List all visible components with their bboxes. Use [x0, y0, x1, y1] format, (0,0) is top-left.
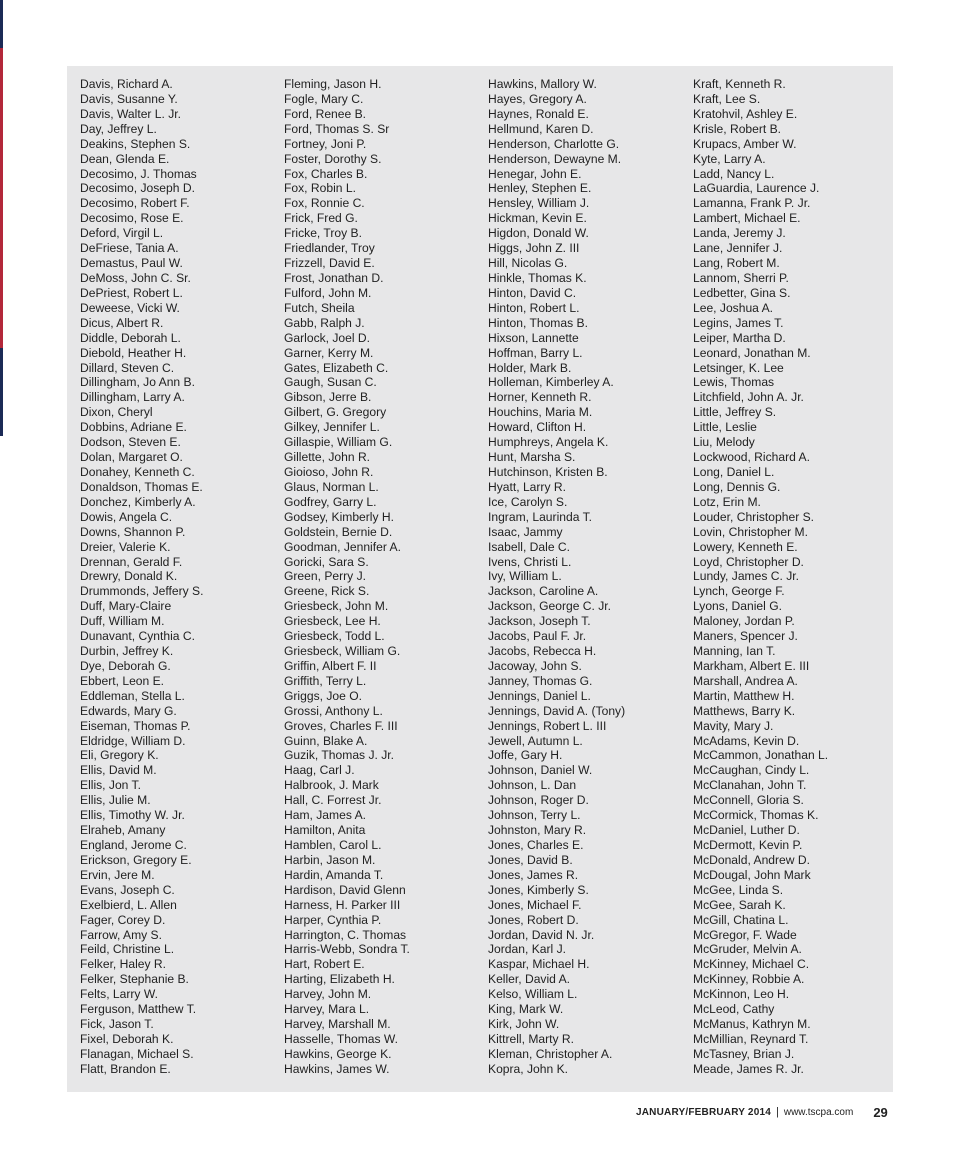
member-name: Deweese, Vicki W.: [80, 300, 180, 315]
member-name: Ingram, Laurinda T.: [488, 509, 592, 524]
member-name: Edwards, Mary G.: [80, 703, 177, 718]
member-name: Diddle, Deborah L.: [80, 330, 181, 345]
member-name: Lambert, Michael E.: [693, 211, 801, 226]
member-name: McGee, Linda S.: [693, 882, 784, 897]
member-name: Lockwood, Richard A.: [693, 450, 810, 465]
member-name: McGill, Chatina L.: [693, 912, 789, 927]
member-name: Fox, Charles B.: [284, 166, 368, 181]
member-name: Glaus, Norman L.: [284, 479, 379, 494]
member-name: Louder, Christopher S.: [693, 509, 815, 524]
member-name: Harper, Cynthia P.: [284, 912, 382, 927]
member-name: King, Mark W.: [488, 1002, 564, 1017]
member-name: Ebbert, Leon E.: [80, 673, 165, 688]
member-name: Frost, Jonathan D.: [284, 270, 384, 285]
member-name: Green, Perry J.: [284, 569, 366, 584]
member-name: Fixel, Deborah K.: [80, 1032, 174, 1046]
member-name: Harrington, C. Thomas: [284, 927, 407, 942]
member-name: Johnson, Terry L.: [488, 808, 581, 823]
member-name: Henegar, John E.: [488, 166, 582, 181]
member-name: Harting, Elizabeth H.: [284, 972, 395, 987]
member-name: DeFriese, Tania A.: [80, 241, 179, 256]
member-name: Eldridge, William D.: [80, 733, 186, 748]
member-name: Goldstein, Bernie D.: [284, 524, 393, 539]
member-name: McKinney, Michael C.: [693, 957, 810, 972]
member-name: Dillingham, Jo Ann B.: [80, 375, 195, 390]
member-name: Dodson, Steven E.: [80, 435, 181, 450]
member-name: Meade, James R. Jr.: [693, 1061, 804, 1076]
member-name: Jewell, Autumn L.: [488, 733, 583, 748]
edge-accent-top: [0, 0, 3, 48]
member-name: Davis, Susanne Y.: [80, 91, 178, 106]
issue-date: JANUARY/FEBRUARY 2014: [636, 1106, 771, 1118]
member-name: Griesbeck, John M.: [284, 599, 389, 614]
member-name: Hinkle, Thomas K.: [488, 270, 587, 285]
member-name: Demastus, Paul W.: [80, 256, 183, 271]
member-name: Johnson, Roger D.: [488, 793, 589, 808]
member-name: Fleming, Jason H.: [284, 77, 382, 91]
member-name: Dobbins, Adriane E.: [80, 420, 187, 435]
member-name: Gilbert, G. Gregory: [284, 405, 387, 420]
member-name: Hawkins, Mallory W.: [488, 77, 597, 91]
member-name: Lang, Robert M.: [693, 256, 780, 271]
member-name: Dye, Deborah G.: [80, 658, 171, 673]
member-name: Hellmund, Karen D.: [488, 121, 594, 136]
member-name: Hasselle, Thomas W.: [284, 1032, 399, 1046]
member-name: Hardin, Amanda T.: [284, 867, 384, 882]
member-name: Ivens, Christi L.: [488, 554, 572, 569]
member-name: Felker, Haley R.: [80, 957, 167, 972]
member-name: Felker, Stephanie B.: [80, 972, 189, 987]
member-name: Fulford, John M.: [284, 285, 372, 300]
member-name: Fricke, Troy B.: [284, 226, 362, 241]
name-column-1: [80, 77, 203, 1077]
member-name: Ferguson, Matthew T.: [80, 1002, 197, 1017]
member-name: Donaldson, Thomas E.: [80, 479, 203, 494]
member-name: Goricki, Sara S.: [284, 554, 369, 569]
member-name: Lyons, Daniel G.: [693, 599, 782, 614]
member-name: Dixon, Cheryl: [80, 405, 153, 420]
member-name: Jones, Kimberly S.: [488, 882, 589, 897]
member-name: Kittrell, Marty R.: [488, 1032, 575, 1046]
member-name: Eli, Gregory K.: [80, 748, 159, 763]
member-name: Flanagan, Michael S.: [80, 1046, 194, 1061]
member-name: Little, Leslie: [693, 420, 757, 435]
member-name: Hart, Robert E.: [284, 957, 365, 972]
member-name: Fick, Jason T.: [80, 1017, 154, 1032]
member-name: Farrow, Amy S.: [80, 927, 162, 942]
member-name: Groves, Charles F. III: [284, 718, 398, 733]
member-name: Jacobs, Rebecca H.: [488, 644, 597, 659]
member-name: Erickson, Gregory E.: [80, 852, 192, 867]
member-name: Jackson, Caroline A.: [488, 584, 599, 599]
member-name: Fortney, Joni P.: [284, 136, 367, 151]
member-name: Henley, Stephen E.: [488, 181, 592, 196]
member-name: Godfrey, Garry L.: [284, 494, 377, 509]
member-name: McConnell, Gloria S.: [693, 793, 804, 808]
member-name: Haynes, Ronald E.: [488, 106, 589, 121]
member-name: Drewry, Donald K.: [80, 569, 178, 584]
member-name: Hall, C. Forrest Jr.: [284, 793, 382, 808]
member-name: Gioioso, John R.: [284, 464, 374, 479]
member-name: Ellis, Julie M.: [80, 793, 151, 808]
member-name: Hardison, David Glenn: [284, 882, 406, 897]
member-name: Davis, Walter L. Jr.: [80, 106, 182, 121]
member-name: McDonald, Andrew D.: [693, 852, 810, 867]
member-name: Ham, James A.: [284, 808, 366, 823]
member-name: Lee, Joshua A.: [693, 300, 774, 315]
member-name: Eiseman, Thomas P.: [80, 718, 191, 733]
member-name: Isaac, Jammy: [488, 524, 563, 539]
member-name: Keller, David A.: [488, 972, 571, 987]
member-name: McKinnon, Leo H.: [693, 987, 790, 1002]
member-name: Harris-Webb, Sondra T.: [284, 942, 410, 957]
member-name: Matthews, Barry K.: [693, 703, 796, 718]
member-name: McClanahan, John T.: [693, 778, 807, 793]
member-name: Godsey, Kimberly H.: [284, 509, 394, 524]
member-name: Deakins, Stephen S.: [80, 136, 191, 151]
member-name: Garner, Kerry M.: [284, 345, 374, 360]
member-name: McGee, Sarah K.: [693, 897, 786, 912]
member-name: Duff, Mary-Claire: [80, 599, 172, 614]
member-name: Dillingham, Larry A.: [80, 390, 185, 405]
member-name: Lundy, James C. Jr.: [693, 569, 799, 584]
name-column-4: [693, 77, 828, 1077]
member-name: Hinton, Robert L.: [488, 300, 580, 315]
member-name: Gilkey, Jennifer L.: [284, 420, 380, 435]
member-name: McKinney, Robbie A.: [693, 972, 805, 987]
member-name: McGregor, F. Wade: [693, 927, 797, 942]
member-name: Griesbeck, Lee H.: [284, 614, 381, 629]
member-name: Jackson, George C. Jr.: [488, 599, 612, 614]
member-name: Joffe, Gary H.: [488, 748, 563, 763]
page-number: 29: [873, 1104, 888, 1120]
member-name: Hyatt, Larry R.: [488, 479, 566, 494]
member-name: Garlock, Joel D.: [284, 330, 371, 345]
website-link[interactable]: www.tscpa.com: [783, 1106, 854, 1118]
member-name: Kelso, William L.: [488, 987, 578, 1002]
member-name: Mavity, Mary J.: [693, 718, 774, 733]
member-name: Jones, James R.: [488, 867, 579, 882]
member-name: Fox, Robin L.: [284, 181, 356, 196]
member-name: Lynch, George F.: [693, 584, 785, 599]
member-name: Long, Dennis G.: [693, 479, 781, 494]
member-name: Ervin, Jere M.: [80, 867, 155, 882]
member-name: Hawkins, James W.: [284, 1061, 390, 1076]
member-name: Griesbeck, William G.: [284, 644, 401, 659]
member-name: Frick, Fred G.: [284, 211, 358, 226]
member-name: Eddleman, Stella L.: [80, 688, 185, 703]
member-name: Hayes, Gregory A.: [488, 91, 587, 106]
member-name: Holleman, Kimberley A.: [488, 375, 614, 390]
member-name: Lovin, Christopher M.: [693, 524, 808, 539]
member-name: Greene, Rick S.: [284, 584, 370, 599]
member-name: Liu, Melody: [693, 435, 755, 450]
member-name: Futch, Sheila: [284, 300, 355, 315]
member-name: Ellis, Timothy W. Jr.: [80, 808, 185, 823]
member-name: Harbin, Jason M.: [284, 852, 376, 867]
member-name: McCammon, Jonathan L.: [693, 748, 829, 763]
member-name: Kleman, Christopher A.: [488, 1046, 613, 1061]
member-name: Friedlander, Troy: [284, 241, 375, 256]
member-name: Lane, Jennifer J.: [693, 241, 783, 256]
member-name: Harvey, Mara L.: [284, 1002, 370, 1017]
member-name: Dolan, Margaret O.: [80, 450, 183, 465]
member-name: Jennings, Robert L. III: [488, 718, 607, 733]
member-name: Flatt, Brandon E.: [80, 1061, 171, 1076]
member-name: Little, Jeffrey S.: [693, 405, 777, 420]
member-name: McLeod, Cathy: [693, 1002, 775, 1017]
member-name: Johnson, L. Dan: [488, 778, 577, 793]
member-name: Legins, James T.: [693, 315, 784, 330]
member-name: Kirk, John W.: [488, 1017, 560, 1032]
member-name: Howard, Clifton H.: [488, 420, 587, 435]
member-name: Ice, Carolyn S.: [488, 494, 568, 509]
member-name: Foster, Dorothy S.: [284, 151, 382, 166]
member-name: Manning, Ian T.: [693, 644, 776, 659]
member-name: Johnson, Daniel W.: [488, 763, 593, 778]
member-name: Higdon, Donald W.: [488, 226, 589, 241]
member-name: Leiper, Martha D.: [693, 330, 786, 345]
member-name: Dowis, Angela C.: [80, 509, 173, 524]
member-name: Lannom, Sherri P.: [693, 270, 789, 285]
member-name: Fager, Corey D.: [80, 912, 166, 927]
member-name: Loyd, Christopher D.: [693, 554, 804, 569]
member-name: Grossi, Anthony L.: [284, 703, 383, 718]
member-name: Jones, Robert D.: [488, 912, 579, 927]
member-name: Hill, Nicolas G.: [488, 256, 568, 271]
member-name: Elraheb, Amany: [80, 823, 166, 838]
member-name: Day, Jeffrey L.: [80, 121, 157, 136]
member-name: Hawkins, George K.: [284, 1046, 392, 1061]
member-name: England, Jerome C.: [80, 838, 187, 853]
member-name: McMillian, Reynard T.: [693, 1032, 809, 1046]
member-name: Lotz, Erin M.: [693, 494, 761, 509]
member-name: Griggs, Joe O.: [284, 688, 362, 703]
member-name: Drennan, Gerald F.: [80, 554, 183, 569]
member-name: Deford, Virgil L.: [80, 226, 164, 241]
member-name: McDaniel, Luther D.: [693, 823, 800, 838]
member-name: Griffith, Terry L.: [284, 673, 367, 688]
member-name: Horner, Kenneth R.: [488, 390, 592, 405]
member-name: Henderson, Dewayne M.: [488, 151, 622, 166]
member-name: Jackson, Joseph T.: [488, 614, 591, 629]
member-name: Gabb, Ralph J.: [284, 315, 365, 330]
member-name: Henderson, Charlotte G.: [488, 136, 620, 151]
member-name: McTasney, Brian J.: [693, 1046, 795, 1061]
member-name: McDermott, Kevin P.: [693, 838, 803, 853]
member-name: Martin, Matthew H.: [693, 688, 795, 703]
member-name: McCaughan, Cindy L.: [693, 763, 810, 778]
member-name: Higgs, John Z. III: [488, 241, 580, 256]
member-name: Lewis, Thomas: [693, 375, 775, 390]
member-name: Goodman, Jennifer A.: [284, 539, 401, 554]
member-name: Dicus, Albert R.: [80, 315, 164, 330]
member-name: Decosimo, J. Thomas: [80, 166, 197, 181]
member-name: Durbin, Jeffrey K.: [80, 644, 174, 659]
member-name: Jennings, Daniel L.: [488, 688, 591, 703]
member-name: Jacoway, John S.: [488, 658, 582, 673]
member-name: Jacobs, Paul F. Jr.: [488, 629, 587, 644]
member-name: Decosimo, Robert F.: [80, 196, 190, 211]
member-name: Isabell, Dale C.: [488, 539, 571, 554]
member-name: Kopra, John K.: [488, 1061, 569, 1076]
member-name: Ford, Thomas S. Sr: [284, 121, 390, 136]
name-column-3: [488, 77, 625, 1077]
member-name: Hamblen, Carol L.: [284, 838, 382, 853]
member-name: Ford, Renee B.: [284, 106, 367, 121]
member-name: Halbrook, J. Mark: [284, 778, 379, 793]
member-name: Dunavant, Cynthia C.: [80, 629, 195, 644]
member-name: Kratohvil, Ashley E.: [693, 106, 798, 121]
member-name: Hickman, Kevin E.: [488, 211, 587, 226]
member-name: Holder, Mark B.: [488, 360, 572, 375]
member-name: Donchez, Kimberly A.: [80, 494, 196, 509]
member-name: Leonard, Jonathan M.: [693, 345, 811, 360]
member-name: Drummonds, Jeffery S.: [80, 584, 204, 599]
member-name: McDougal, John Mark: [693, 867, 811, 882]
member-name: Maners, Spencer J.: [693, 629, 798, 644]
member-name: McAdams, Kevin D.: [693, 733, 800, 748]
member-name: Diebold, Heather H.: [80, 345, 187, 360]
member-name: Hoffman, Barry L.: [488, 345, 583, 360]
member-name: Haag, Carl J.: [284, 763, 355, 778]
member-name: Letsinger, K. Lee: [693, 360, 784, 375]
member-name: Decosimo, Joseph D.: [80, 181, 195, 196]
member-name: Kraft, Kenneth R.: [693, 77, 786, 91]
member-name: Jordan, David N. Jr.: [488, 927, 595, 942]
member-name: Hinton, David C.: [488, 285, 577, 300]
member-name: Guinn, Blake A.: [284, 733, 368, 748]
member-name: Fogle, Mary C.: [284, 91, 364, 106]
member-name: Marshall, Andrea A.: [693, 673, 798, 688]
member-name: Hinton, Thomas B.: [488, 315, 588, 330]
member-name: Davis, Richard A.: [80, 77, 173, 91]
member-name: Kraft, Lee S.: [693, 91, 761, 106]
member-name: Krupacs, Amber W.: [693, 136, 797, 151]
member-name: DeMoss, John C. Sr.: [80, 270, 191, 285]
member-name: Lowery, Kenneth E.: [693, 539, 798, 554]
member-name: Long, Daniel L.: [693, 464, 775, 479]
member-name: Landa, Jeremy J.: [693, 226, 786, 241]
member-name: Hixson, Lannette: [488, 330, 579, 345]
member-name: Houchins, Maria M.: [488, 405, 593, 420]
member-name: Gibson, Jerre B.: [284, 390, 372, 405]
footer-separator: |: [775, 1106, 779, 1118]
page-footer: [636, 1103, 888, 1121]
member-name: Jones, David B.: [488, 852, 573, 867]
member-name: Downs, Shannon P.: [80, 524, 186, 539]
member-name: Dillard, Steven C.: [80, 360, 175, 375]
member-name: Maloney, Jordan P.: [693, 614, 795, 629]
member-name: LaGuardia, Laurence J.: [693, 181, 820, 196]
member-name: Donahey, Kenneth C.: [80, 464, 195, 479]
member-name: Kaspar, Michael H.: [488, 957, 590, 972]
member-name: Ellis, David M.: [80, 763, 157, 778]
member-name: Gillaspie, William G.: [284, 435, 393, 450]
member-name: DePriest, Robert L.: [80, 285, 183, 300]
member-name: Jones, Michael F.: [488, 897, 582, 912]
member-name: Harvey, Marshall M.: [284, 1017, 391, 1032]
member-name: Janney, Thomas G.: [488, 673, 593, 688]
member-name: McManus, Kathryn M.: [693, 1017, 811, 1032]
member-name: Gaugh, Susan C.: [284, 375, 377, 390]
member-name: Hamilton, Anita: [284, 823, 366, 838]
member-name: Griesbeck, Todd L.: [284, 629, 385, 644]
member-name: Jones, Charles E.: [488, 838, 584, 853]
member-name: Ladd, Nancy L.: [693, 166, 775, 181]
member-name: Griffin, Albert F. II: [284, 658, 377, 673]
member-name: Kyte, Larry A.: [693, 151, 766, 166]
member-name: Litchfield, John A. Jr.: [693, 390, 804, 405]
member-name: Harness, H. Parker III: [284, 897, 401, 912]
member-name: Lamanna, Frank P. Jr.: [693, 196, 811, 211]
member-name: Krisle, Robert B.: [693, 121, 782, 136]
member-name: Evans, Joseph C.: [80, 882, 175, 897]
member-name: Humphreys, Angela K.: [488, 435, 609, 450]
member-name: Fox, Ronnie C.: [284, 196, 365, 211]
member-name: Hutchinson, Kristen B.: [488, 464, 608, 479]
member-name: Feild, Christine L.: [80, 942, 175, 957]
member-name: Dean, Glenda E.: [80, 151, 170, 166]
member-name: Frizzell, David E.: [284, 256, 375, 271]
name-column-2: [284, 77, 410, 1077]
member-name: Ledbetter, Gina S.: [693, 285, 791, 300]
member-name: Dreier, Valerie K.: [80, 539, 171, 554]
member-name: Gates, Elizabeth C.: [284, 360, 389, 375]
member-name: Decosimo, Rose E.: [80, 211, 184, 226]
member-name: Johnston, Mary R.: [488, 823, 587, 838]
member-name: Jennings, David A. (Tony): [488, 703, 626, 718]
member-name: Ellis, Jon T.: [80, 778, 141, 793]
member-name: Duff, William M.: [80, 614, 165, 629]
member-name: Harvey, John M.: [284, 987, 372, 1002]
member-name: Felts, Larry W.: [80, 987, 158, 1002]
member-name: Jordan, Karl J.: [488, 942, 566, 957]
member-name: Ivy, William L.: [488, 569, 562, 584]
edge-accent-middle: [0, 48, 3, 348]
member-name: Exelbierd, L. Allen: [80, 897, 177, 912]
member-name: Gillette, John R.: [284, 450, 371, 465]
member-name: Guzik, Thomas J. Jr.: [284, 748, 394, 763]
member-name: Hensley, William J.: [488, 196, 590, 211]
edge-accent-bottom: [0, 348, 3, 436]
member-name: McGruder, Melvin A.: [693, 942, 802, 957]
member-name: Hunt, Marsha S.: [488, 450, 576, 465]
member-name: McCormick, Thomas K.: [693, 808, 819, 823]
member-name: Markham, Albert E. III: [693, 658, 810, 673]
